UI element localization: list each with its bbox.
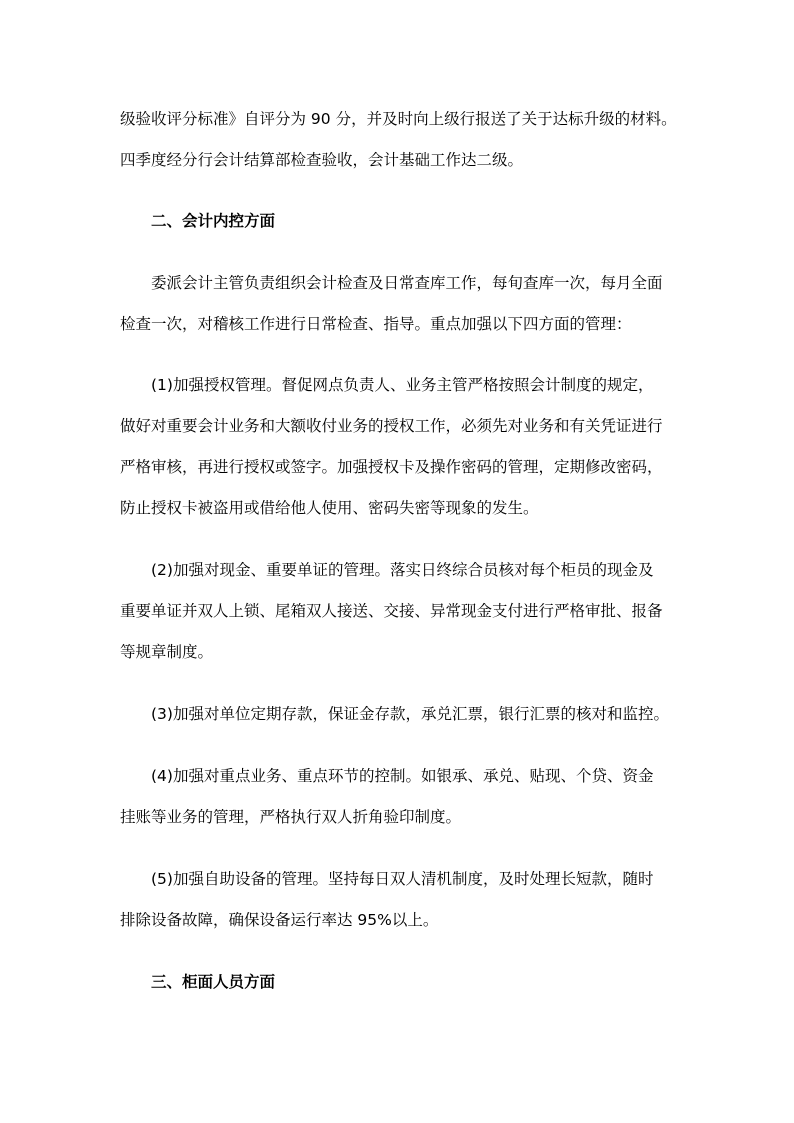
list-item-line: (5)加强自助设备的管理。坚持每日双人清机制度，及时处理长短款，随时	[151, 870, 654, 888]
list-item-line: (4)加强对重点业务、重点环节的控制。如银承、承兑、贴现、个贷、资金	[151, 767, 654, 785]
list-item-line: 等规章制度。	[120, 643, 214, 661]
list-item-line: 挂账等业务的管理，严格执行双人折角验印制度。	[120, 808, 462, 826]
list-item-line: (2)加强对现金、重要单证的管理。落实日终综合员核对每个柜员的现金及	[151, 561, 654, 579]
section-heading-counter-staff: 三、柜面人员方面	[151, 973, 276, 991]
list-item-line: 防止授权卡被盗用或借给他人使用、密码失密等现象的发生。	[120, 499, 539, 517]
list-item-line: 排除设备故障，确保设备运行率达 95%以上。	[120, 911, 439, 929]
list-item-line: (3)加强对单位定期存款，保证金存款，承兑汇票，银行汇票的核对和监控。	[151, 705, 669, 723]
section-heading-accounting-internal-control: 二、会计内控方面	[151, 212, 276, 230]
paragraph-line: 四季度经分行会计结算部检查验收，会计基础工作达二级。	[120, 151, 524, 169]
list-item-line: 重要单证并双人上锁、尾箱双人接送、交接、异常现金支付进行严格审批、报备	[120, 602, 663, 620]
paragraph-line: 委派会计主管负责组织会计检查及日常查库工作，每旬查库一次，每月全面	[151, 274, 663, 292]
paragraph-line: 级验收评分标准》自评分为 90 分，并及时向上级行报送了关于达标升级的材料。	[120, 110, 677, 128]
list-item-line: 严格审核，再进行授权或签字。加强授权卡及操作密码的管理，定期修改密码，	[120, 458, 663, 476]
paragraph-line: 检查一次，对稽核工作进行日常检查、指导。重点加强以下四方面的管理：	[120, 315, 632, 333]
list-item-line: 做好对重要会计业务和大额收付业务的授权工作，必须先对业务和有关凭证进行	[120, 417, 663, 435]
list-item-line: (1)加强授权管理。督促网点负责人、业务主管严格按照会计制度的规定，	[151, 376, 654, 394]
